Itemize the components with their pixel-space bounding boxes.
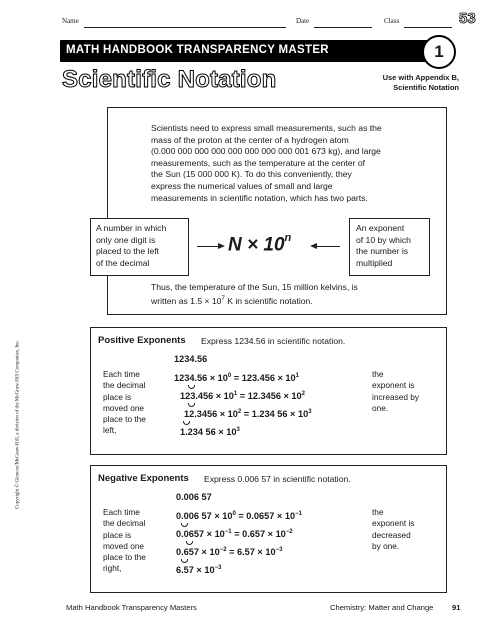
positive-left-explanation: Each time the decimal place is moved one place to the left, [103, 369, 146, 436]
page-top-number: 53 [459, 10, 476, 27]
name-label: Name [62, 17, 79, 25]
positive-row: $12.3456 \times 10^2 = 1.234$ $56 \times 10^3$ [184, 409, 312, 420]
page-title: Scientific Notation [62, 66, 277, 93]
left-arrow-head [218, 243, 225, 249]
footer-left: Math Handbook Transparency Masters [66, 603, 197, 612]
positive-row: 1.234 $56 \times 10^3$ [180, 427, 240, 438]
date-line [314, 27, 372, 28]
banner-title: MATH HANDBOOK TRANSPARENCY MASTER [66, 44, 329, 56]
class-label: Class [384, 17, 400, 25]
name-line [84, 27, 286, 28]
positive-row: $1234.56 \times 10^0 = 123.456 \times 10^1$ [174, 373, 299, 384]
negative-row: $0.0657 \times 10^{-1} = 0.657 \times 10^{-2}$ [176, 529, 293, 540]
formula: $N \times 10^n$ [228, 232, 292, 256]
class-line [404, 27, 452, 28]
date-label: Date [296, 17, 310, 25]
right-arrow [316, 246, 340, 247]
negative-start-value: 0.006 57 [176, 492, 212, 502]
negative-left-explanation: Each time the decimal place is moved one place to the right, [103, 507, 146, 574]
negative-row: $0.657 \times 10^{-2} = 6.57 \times 10^{-3}$ [176, 547, 283, 558]
footer-page-number: 91 [452, 603, 461, 612]
negative-row: 0.006 $57 \times 10^0 = 0.0657 \times 10^{-1}$ [176, 511, 302, 522]
right-explanation-text: An exponent of 10 by which the number is multiplied [356, 223, 411, 268]
positive-right-explanation: the exponent is increased by one. [372, 369, 420, 413]
negative-row: $6.57 \times 10^{-3}$ [176, 565, 222, 576]
right-arrow-head [310, 243, 317, 249]
positive-prompt: Express 1234.56 in scientific notation. [201, 336, 346, 346]
intro-paragraph: Scientists need to express small measurements, such as the mass of the proton at the center of a hydrogen atom (0.000 000 000 000 000 000 000 000 001 673 kg), and large measurements, such as the temperature at the center of the Sun (15 000 000 K). To do this conveniently, they express the numerical values of small and large measurements in scientific notation, which has two parts. [151, 123, 382, 203]
copyright-notice: Copyright © Glencoe/McGraw-Hill, a division of the McGraw-Hill Companies, Inc. [15, 339, 21, 510]
negative-heading: Negative Exponents [98, 473, 189, 484]
use-with-note: Use with Appendix B, Scientific Notation [382, 73, 459, 92]
negative-prompt: Express 0.006 57 in scientific notation. [204, 474, 351, 484]
positive-start-value: 1234.56 [174, 354, 208, 364]
negative-right-explanation: the exponent is decreased by one. [372, 507, 415, 551]
left-explanation-text: A number in which only one digit is placed to the left of the decimal [96, 223, 167, 268]
positive-row: $123.456 \times 10^1 = 12.3456 \times 10^2$ [180, 391, 305, 402]
thus-text: Thus, the temperature of the Sun, 15 million kelvins, is written as $1.5 \times 10^7$ K in scientific notation. [151, 282, 358, 306]
positive-heading: Positive Exponents [98, 335, 186, 346]
footer-right: Chemistry: Matter and Change [330, 603, 434, 612]
transparency-number-badge: 1 [422, 35, 456, 69]
